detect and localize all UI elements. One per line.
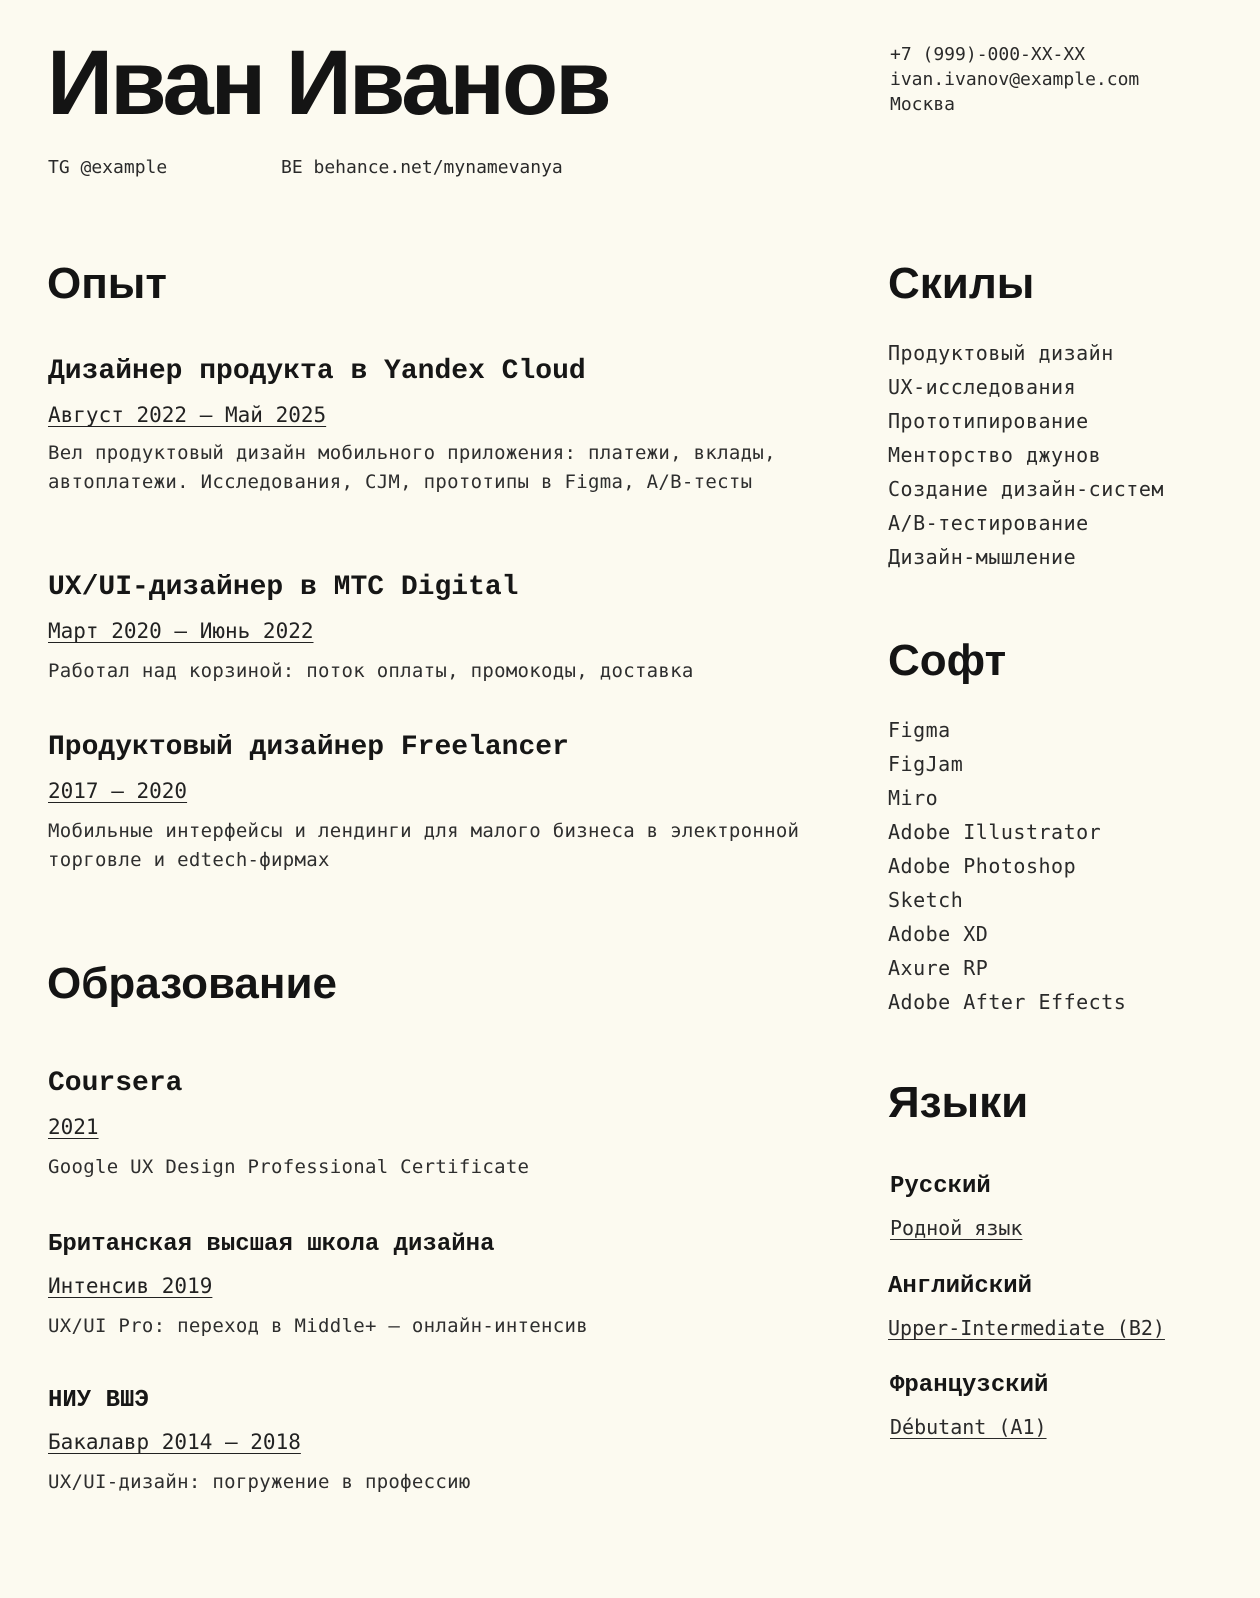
email-address[interactable]: ivan.ivanov@example.com — [890, 69, 1140, 90]
telegram-link[interactable]: TG @example — [48, 157, 168, 178]
language-level: Upper-Intermediate (B2) — [888, 1316, 1165, 1340]
skill-item: Дизайн-мышление — [888, 545, 1077, 569]
experience-entry — [48, 571, 838, 686]
skill-item: Создание дизайн-систем — [888, 477, 1164, 501]
education-period: Интенсив 2019 — [48, 1274, 213, 1298]
contact-info — [890, 42, 1139, 117]
education-description: UX/UI Pro: переход в Middle+ — онлайн-интенсив — [48, 1315, 588, 1337]
education-period: 2021 — [48, 1115, 99, 1139]
skill-item: Продуктовый дизайн — [888, 341, 1114, 365]
city: Москва — [890, 94, 956, 115]
languages-title: Языки — [888, 1078, 1029, 1127]
education-entry — [48, 1230, 838, 1341]
skill-item: A/B-тестирование — [888, 511, 1089, 535]
software-title: Софт — [888, 636, 1007, 685]
language-entry — [890, 1371, 1048, 1441]
education-title: Образование — [47, 959, 337, 1008]
language-name: Английский — [888, 1273, 1033, 1300]
job-description: Мобильные интерфейсы и лендинги для малого бизнеса в электронной торговле и edtech-фирмах — [48, 820, 800, 871]
language-entry — [888, 1272, 1165, 1342]
school-name: Coursera — [48, 1068, 183, 1099]
job-period: Август 2022 — Май 2025 — [48, 403, 327, 427]
software-item: Axure RP — [888, 956, 989, 980]
candidate-name: Иван Иванов — [47, 32, 609, 134]
education-entry — [48, 1067, 838, 1182]
job-title: Продуктовый дизайнер Freelancer — [48, 732, 569, 763]
software-item: Adobe After Effects — [888, 990, 1127, 1014]
education-period: Бакалавр 2014 — 2018 — [48, 1430, 301, 1454]
language-entry — [890, 1172, 1022, 1242]
job-title: Дизайнер продукта в Yandex Cloud — [48, 356, 586, 387]
software-item: Sketch — [888, 888, 964, 912]
software-item: Adobe Illustrator — [888, 820, 1102, 844]
language-name: Французский — [890, 1372, 1049, 1399]
experience-entry — [48, 355, 838, 496]
job-description: Работал над корзиной: поток оплаты, промокоды, доставка — [48, 660, 694, 682]
education-description: Google UX Design Professional Certificate — [48, 1156, 530, 1178]
software-item: FigJam — [888, 752, 964, 776]
job-period: Март 2020 — Июнь 2022 — [48, 619, 314, 643]
school-name: Британская высшая школа дизайна — [48, 1231, 495, 1258]
skill-item: UX-исследования — [888, 375, 1077, 399]
job-period: 2017 — 2020 — [48, 779, 188, 803]
skill-item: Прототипирование — [888, 409, 1089, 433]
software-list — [888, 713, 1126, 1019]
school-name: НИУ ВШЭ — [48, 1387, 149, 1414]
experience-title: Опыт — [47, 259, 167, 308]
software-item: Adobe Photoshop — [888, 854, 1077, 878]
education-entry — [48, 1386, 838, 1497]
language-name: Русский — [890, 1173, 991, 1200]
language-level: Родной язык — [890, 1216, 1023, 1240]
phone-number[interactable]: +7 (999)-000-XX-XX — [890, 44, 1086, 65]
software-item: Adobe XD — [888, 922, 989, 946]
behance-link[interactable]: BE behance.net/mynamevanya — [281, 157, 563, 178]
software-item: Figma — [888, 718, 951, 742]
software-item: Miro — [888, 786, 939, 810]
skills-list — [888, 336, 1164, 574]
language-level: Débutant (A1) — [890, 1415, 1047, 1439]
experience-entry — [48, 731, 838, 874]
skill-item: Менторство джунов — [888, 443, 1102, 467]
job-title: UX/UI-дизайнер в MTC Digital — [48, 572, 519, 603]
skills-title: Скилы — [888, 259, 1035, 308]
education-description: UX/UI-дизайн: погружение в профессию — [48, 1471, 471, 1493]
job-description: Вел продуктовый дизайн мобильного приложения: платежи, вклады, автоплатежи. Исследования, CJM, прототипы в Figma, A/B-тесты — [48, 442, 776, 493]
